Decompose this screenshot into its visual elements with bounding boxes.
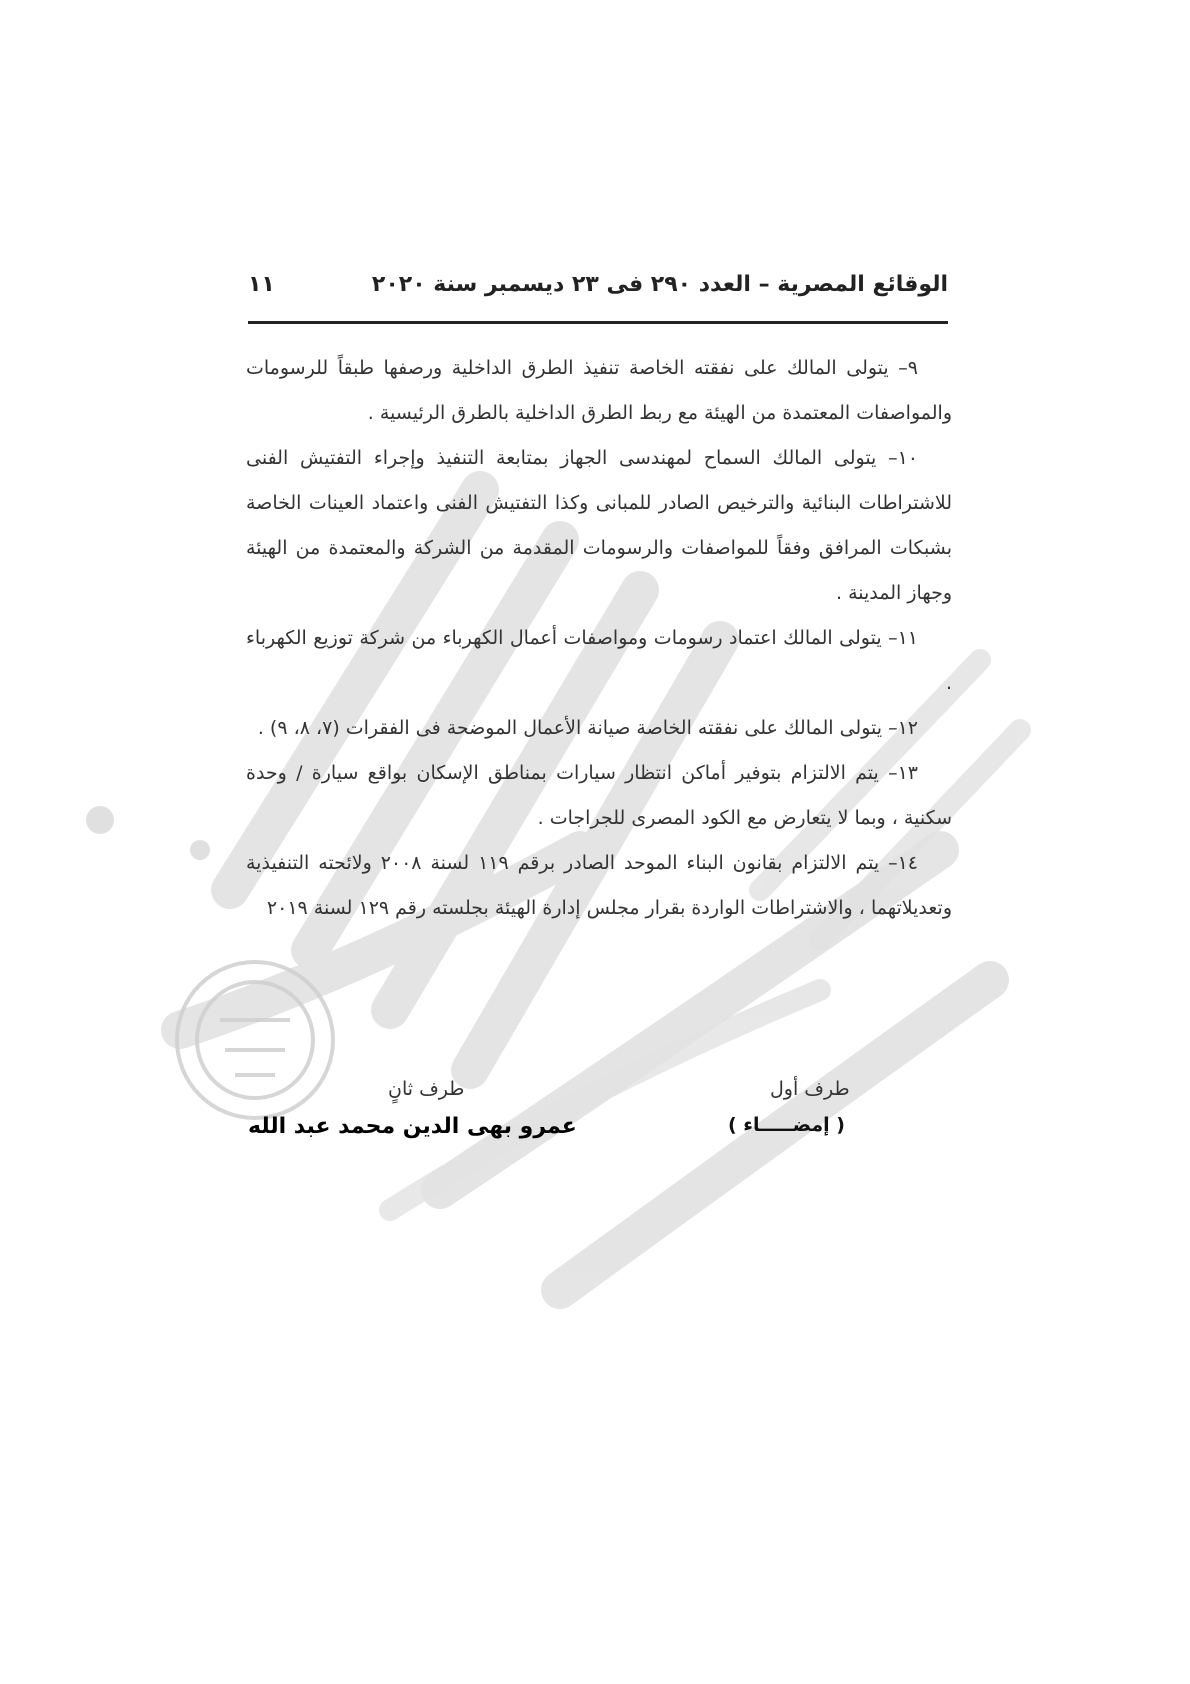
clause-text: ١٢– يتولى المالك على نفقته الخاصة صيانة الأعمال الموضحة فى الفقرات (٧، ٨، ٩) .	[257, 717, 918, 739]
clause-9	[246, 346, 952, 436]
clause-text: ٩– يتولى المالك على نفقته الخاصة تنفيذ الطرق الداخلية ورصفها طبقاً للرسومات والمواصفات المعتمدة من الهيئة مع ربط الطرق الداخلية بالطرق الرئيسية .	[246, 357, 952, 424]
gazette-header-title: الوقائع المصرية – العدد ٢٩٠ فى ٢٣ ديسمبر سنة ٢٠٢٠	[371, 272, 948, 297]
clause-text: ١٤– يتم الالتزام بقانون البناء الموحد الصادر برقم ١١٩ لسنة ٢٠٠٨ ولائحته التنفيذية وتعديلاتهما ، والاشتراطات الواردة بقرار مجلس إدارة الهيئة بجلسته رقم ١٢٩ لسنة ٢٠١٩	[246, 852, 952, 919]
header-divider	[248, 321, 948, 324]
clause-11	[246, 616, 952, 706]
clause-text: ١٠– يتولى المالك السماح لمهندسى الجهاز بمتابعة التنفيذ وإجراء التفتيش الفنى للاشتراطات البنائية والترخيص الصادر للمبانى وكذا التفتيش الفنى واعتماد العينات الخاصة بشبكات المرافق وفقاً للمواصفات والرسومات المقدمة من الشركة والمعتمدة من الهيئة وجهاز المدينة .	[246, 447, 952, 604]
page-number: ١١	[248, 272, 275, 297]
clause-10	[246, 436, 952, 616]
clauses-body	[246, 346, 952, 931]
clause-text: ١١– يتولى المالك اعتماد رسومات ومواصفات أعمال الكهرباء من شركة توزيع الكهرباء .	[246, 627, 952, 694]
second-party-label: طرف ثانٍ	[388, 1078, 465, 1100]
first-party-signature: ( إمضـــــاء )	[728, 1114, 845, 1136]
clause-12	[246, 706, 952, 751]
page-header	[248, 272, 948, 316]
clause-14	[246, 841, 952, 931]
clause-13	[246, 751, 952, 841]
clause-text: ١٣– يتم الالتزام بتوفير أماكن انتظار سيارات بمناطق الإسكان بواقع سيارة / وحدة سكنية ، وبما لا يتعارض مع الكود المصرى للجراجات .	[246, 762, 952, 829]
second-party-name: عمرو بهى الدين محمد عبد الله	[248, 1114, 577, 1139]
first-party-label: طرف أول	[770, 1078, 850, 1100]
